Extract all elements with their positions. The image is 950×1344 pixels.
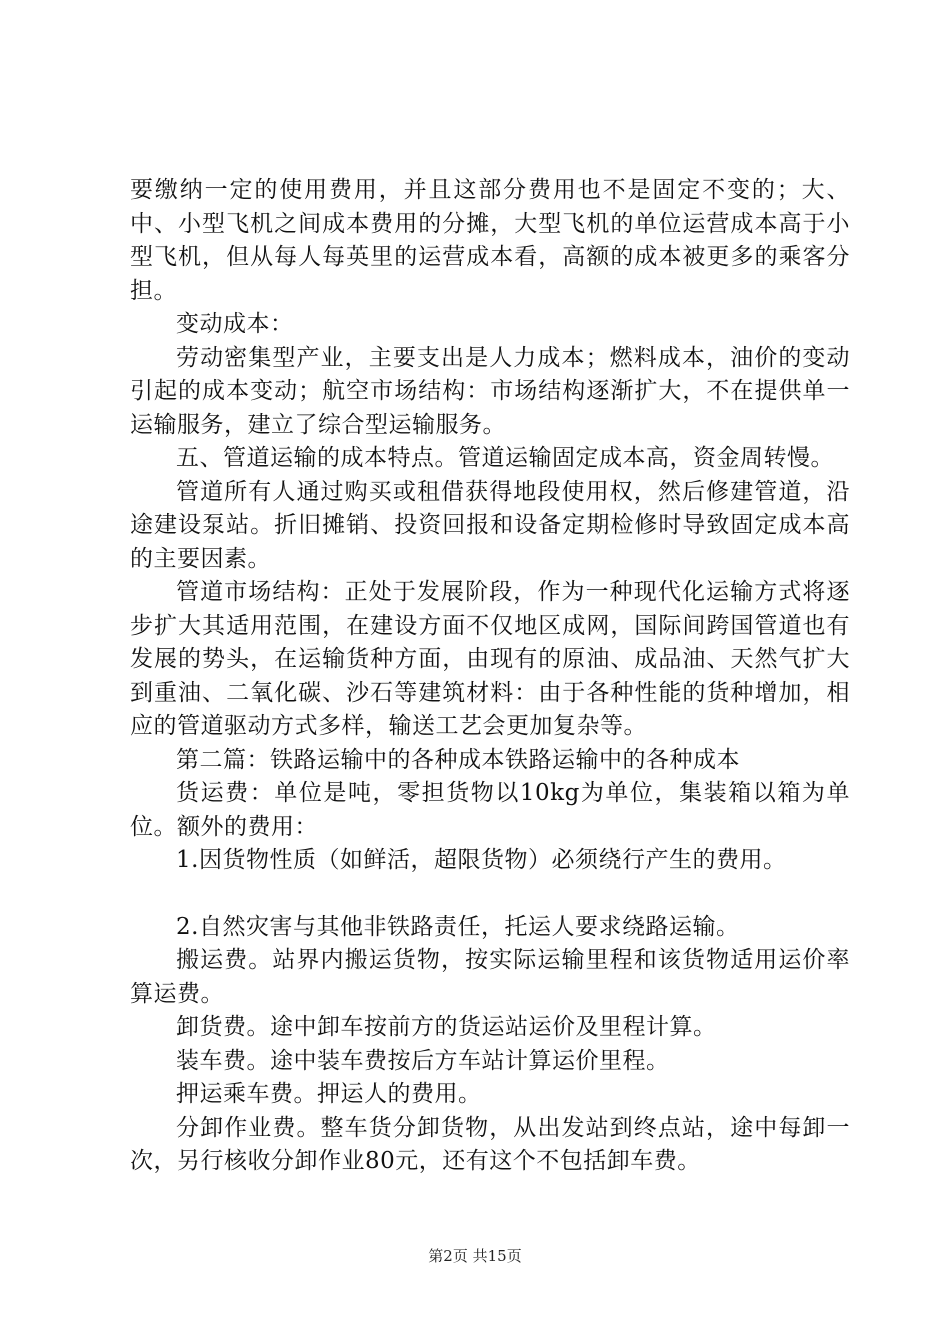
paragraph-pipeline-market: 管道市场结构：正处于发展阶段，作为一种现代化运输方式将逐步扩大其适用范围，在建设方面不仅地区成网，国际间跨国管道也有发展的势头，在运输货种方面，由现有的原油、成品油、天然气扩大到重油、二氧化碳、沙石等建筑材料：由于各种性能的货种增加，相应的管道驱动方式多样，输送工艺会更加复杂等。 xyxy=(130,579,850,739)
paragraph-variable-cost-heading: 变动成本： xyxy=(176,311,294,337)
paragraph-item-1: 1.因货物性质（如鲜活，超限货物）必须绕行产生的费用。 xyxy=(176,847,787,873)
paragraph-item-2: 2.自然灾害与其他非铁路责任，托运人要求绕路运输。 xyxy=(176,913,740,940)
page-number: 第2页 共15页 xyxy=(428,1247,522,1265)
document-body xyxy=(130,174,850,1179)
paragraph-handling-fee: 搬运费。站界内搬运货物，按实际运输里程和该货物适用运价率算运费。 xyxy=(130,947,850,1007)
paragraph-freight-fee: 货运费：单位是吨，零担货物以10kg为单位，集装箱以箱为单位。额外的费用： xyxy=(130,780,850,840)
paragraph-pipeline-heading: 五、管道运输的成本特点。管道运输固定成本高，资金周转慢。 xyxy=(176,445,834,471)
paragraph-partial-unloading-fee: 分卸作业费。整车货分卸货物，从出发站到终点站，途中每卸一次，另行核收分卸作业80元，还有这个不包括卸车费。 xyxy=(130,1114,850,1174)
paragraph-labor-intensive: 劳动密集型产业，主要支出是人力成本；燃料成本，油价的变动引起的成本变动；航空市场结构：市场结构逐渐扩大，不在提供单一运输服务，建立了综合型运输服务。 xyxy=(130,344,850,438)
paragraph-escort-fee: 押运乘车费。押运人的费用。 xyxy=(176,1081,482,1107)
paragraph-loading-fee: 装车费。途中装车费按后方车站计算运价里程。 xyxy=(176,1047,670,1074)
paragraph-continuation: 要缴纳一定的使用费用，并且这部分费用也不是固定不变的；大、中、小型飞机之间成本费用的分摊，大型飞机的单位运营成本高于小型飞机，但从每人每英里的运营成本看，高额的成本被更多的乘客分担。 xyxy=(130,177,850,304)
paragraph-unloading-fee: 卸货费。途中卸车按前方的货运站运价及里程计算。 xyxy=(176,1014,717,1040)
page-footer xyxy=(0,1245,950,1266)
paragraph-pipeline-owner: 管道所有人通过购买或租借获得地段使用权，然后修建管道，沿途建设泵站。折旧摊销、投资回报和设备定期检修时导致固定成本高的主要因素。 xyxy=(130,478,850,572)
paragraph-second-article-title: 第二篇：铁路运输中的各种成本铁路运输中的各种成本 xyxy=(176,746,740,773)
